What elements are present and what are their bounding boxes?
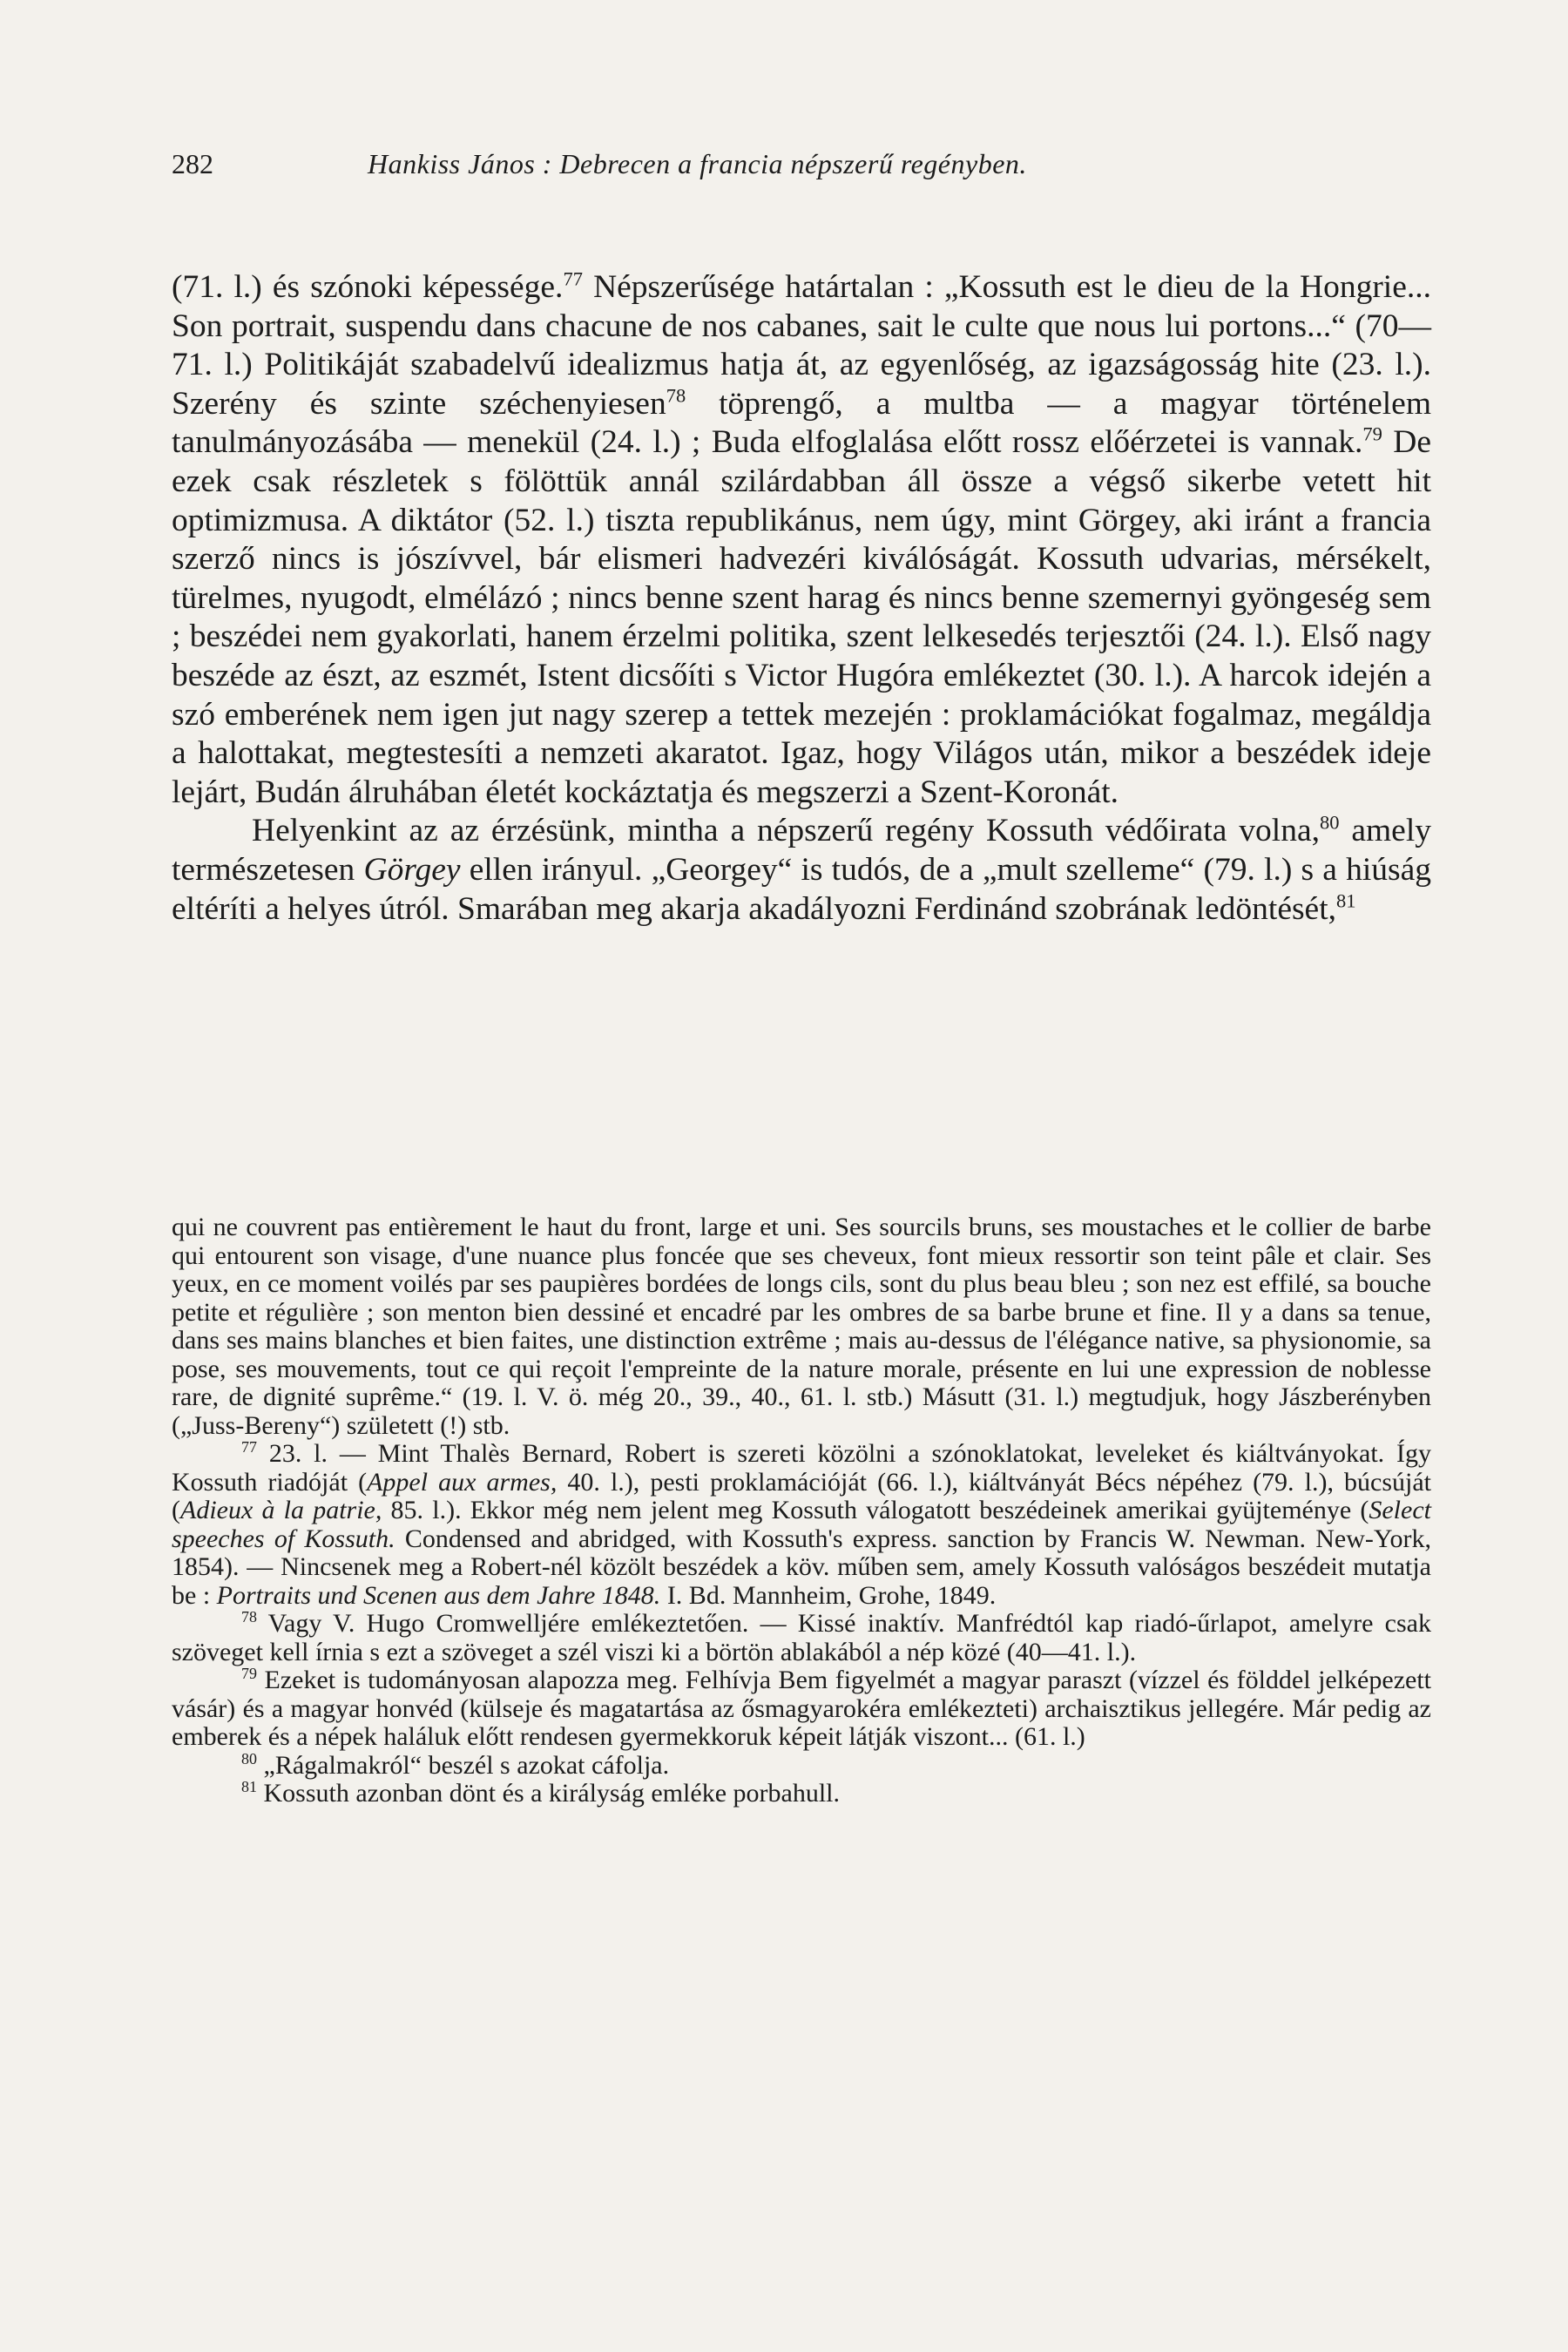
- footnote-81: [172, 1780, 1431, 1808]
- text: Népszerűsége határtalan : „Kossuth est le dieu de la Hongrie... Son portrait, suspendu dans chacune de nos cabanes, sait le culte que nous lui portons...“ (70—71. l.) Politikáját szabadelvű idealizmus hatja át, az egyenlőség, az igazságosság hite (23. l.). Szerény és szinte széchenyiesen: [172, 269, 1431, 422]
- footnote-number: 78: [241, 1608, 257, 1625]
- italic-title: Adieux à la patrie,: [180, 1496, 382, 1524]
- text: 23. l. — Mint Thalès Bernard, Robert is szereti közölni a szónoklatokat, leveleket és kiáltványokat. Így Kossuth riadóját (: [172, 1439, 1431, 1497]
- text: Condensed and abridged, with Kossuth's express. sanction by Francis W. Newman. New-York, 1854). — Nincsenek meg a Robert-nél közölt beszédek a köv. műben sem, amely Kossuth valóságos beszédeit mutatja be :: [172, 1524, 1432, 1610]
- footnote-ref-77: 77: [563, 267, 583, 290]
- footnote-number: 80: [241, 1749, 257, 1767]
- italic-title: Portraits und Scenen aus dem Jahre 1848.: [216, 1580, 661, 1610]
- main-text: [172, 268, 1431, 929]
- text: „Rágalmakról“ beszél s azokat cáfolja.: [257, 1750, 670, 1780]
- text: De ezek csak részletek s fölöttük annál szilárdabban áll össze a végső sikerbe vetett hit optimizmusa. A diktátor (52. l.) tiszta republikánus, nem úgy, mint Görgey, aki iránt a francia szerző nincs is jószívvel, bár elismeri hadvezéri kiválóságát. Kossuth udvarias, mérsékelt, türelmes, nyugodt, elmélázó ; nincs benne szent harag és nincs benne szemernyi gyöngeség sem ; beszédei nem gyakorlati, hanem érzelmi politika, szent lelkesedés terjesztői (24. l.). Első nagy beszéde az észt, az eszmét, Istent dicsőíti s Victor Hugóra emlékeztet (30. l.). A harcok idején a szó emberének nem igen jut nagy szerep a tettek mezején : proklamációkat fogalmaz, megáldja a halottakat, megtestesíti a nemzeti akaratot. Igaz, hogy Világos után, mikor a beszédek ideje lejárt, Budán álruhában életét kockáztatja és megszerzi a Szent-Koronát.: [172, 424, 1431, 810]
- running-title: Hankiss János : Debrecen a francia népszerű regényben.: [368, 148, 1027, 179]
- text: 40. l.), pesti proklamációját (66. l.), kiáltványát Bécs népéhez (79. l.), búcsúját (: [172, 1467, 1431, 1524]
- footnote-ref-81: 81: [1336, 889, 1356, 911]
- text: Ezeket is tudományosan alapozza meg. Felhívja Bem figyelmét a magyar paraszt (vízzel és földdel jelképezett vásár) és a magyar honvéd (külseje és magatartása az ősmagyarokéra emlékezteti) archaisztikus jellegére. Már pedig az emberek és a népek haláluk előtt rendesen gyermekkoruk képeit látják viszont... (61. l.): [172, 1666, 1431, 1751]
- footnote-77: [172, 1440, 1431, 1610]
- text: Helyenkint az az érzésünk, mintha a népszerű regény Kossuth védőirata volna,: [252, 813, 1320, 849]
- text: 85. l.). Ekkor még nem jelent meg Kossuth válogatott beszédeinek amerikai gyüjteménye (: [382, 1496, 1369, 1524]
- italic-title: Appel aux armes,: [367, 1467, 558, 1497]
- text: Kossuth azonban dönt és a királyság emléke porbahull.: [257, 1779, 840, 1808]
- footnote-ref-80: 80: [1319, 811, 1340, 834]
- footnote-79: [172, 1666, 1431, 1752]
- footnote-number: 81: [241, 1778, 257, 1795]
- italic-name: Görgey: [363, 851, 461, 888]
- text: Vagy V. Hugo Cromwelljére emlékeztetően. — Kissé inaktív. Manfrédtól kap riadó-űrlapot, amelyre csak szöveget kell írnia s ezt a szöveget a szél viszi ki a börtön ablakából a nép közé (40—41. l.).: [172, 1609, 1431, 1666]
- page-number: 282: [172, 148, 213, 179]
- italic-title: Select speeches of Kossuth.: [172, 1496, 1431, 1553]
- body-paragraph-1: [172, 268, 1431, 812]
- text: I. Bd. Mannheim, Grohe, 1849.: [660, 1580, 997, 1610]
- text: (71. l.) és szónoki képessége.: [172, 269, 564, 305]
- text: ellen irányul. „Georgey“ is tudós, de a „mult szelleme“ (79. l.) s a hiúság eltéríti a helyes útról. Smarában meg akarja akadályozni Ferdinánd szobrának ledöntését,: [172, 851, 1432, 927]
- footnote-ref-78: 78: [666, 384, 686, 407]
- footnote-continuation: qui ne couvrent pas entièrement le haut du front, large et uni. Ses sourcils bruns, ses moustaches et le collier de barbe qui entourent son visage, d'une nuance plus foncée que ses cheveux, font mieux ressortir son teint pâle et clair. Ses yeux, en ce moment voilés par ses paupières bordées de longs cils, sont du plus beau bleu ; son nez est effilé, sa bouche petite et régulière ; son menton bien dessiné et encadré par les ombres de sa barbe brune et fine. Il y a dans sa tenue, dans ses mains blanches et bien faites, une distinction extrême ; mais au-dessus de l'élégance native, sa physionomie, sa pose, ses mouvements, tout ce qui reçoit l'empreinte de la nature morale, présente en lui une expression de noblesse rare, de dignité suprême.“ (19. l. V. ö. még 20., 39., 40., 61. l. stb.) Másutt (31. l.) megtudjuk, hogy Jászberényben („Juss-Bereny“) született (!) stb.: [172, 1213, 1431, 1440]
- footnote-80: [172, 1749, 1431, 1781]
- text: amely természetesen: [172, 813, 1431, 888]
- footnote-number: 77: [241, 1438, 257, 1456]
- body-paragraph-2: [172, 812, 1431, 929]
- text: töprengő, a multba — a magyar történelem tanulmányozásába — menekül (24. l.) ; Buda elfoglalása előtt rossz előérzetei is vannak.: [172, 385, 1431, 461]
- footnote-78: [172, 1610, 1431, 1666]
- footnote-number: 79: [241, 1665, 257, 1682]
- footnote-ref-79: 79: [1362, 422, 1382, 445]
- footnotes: [172, 1213, 1431, 1808]
